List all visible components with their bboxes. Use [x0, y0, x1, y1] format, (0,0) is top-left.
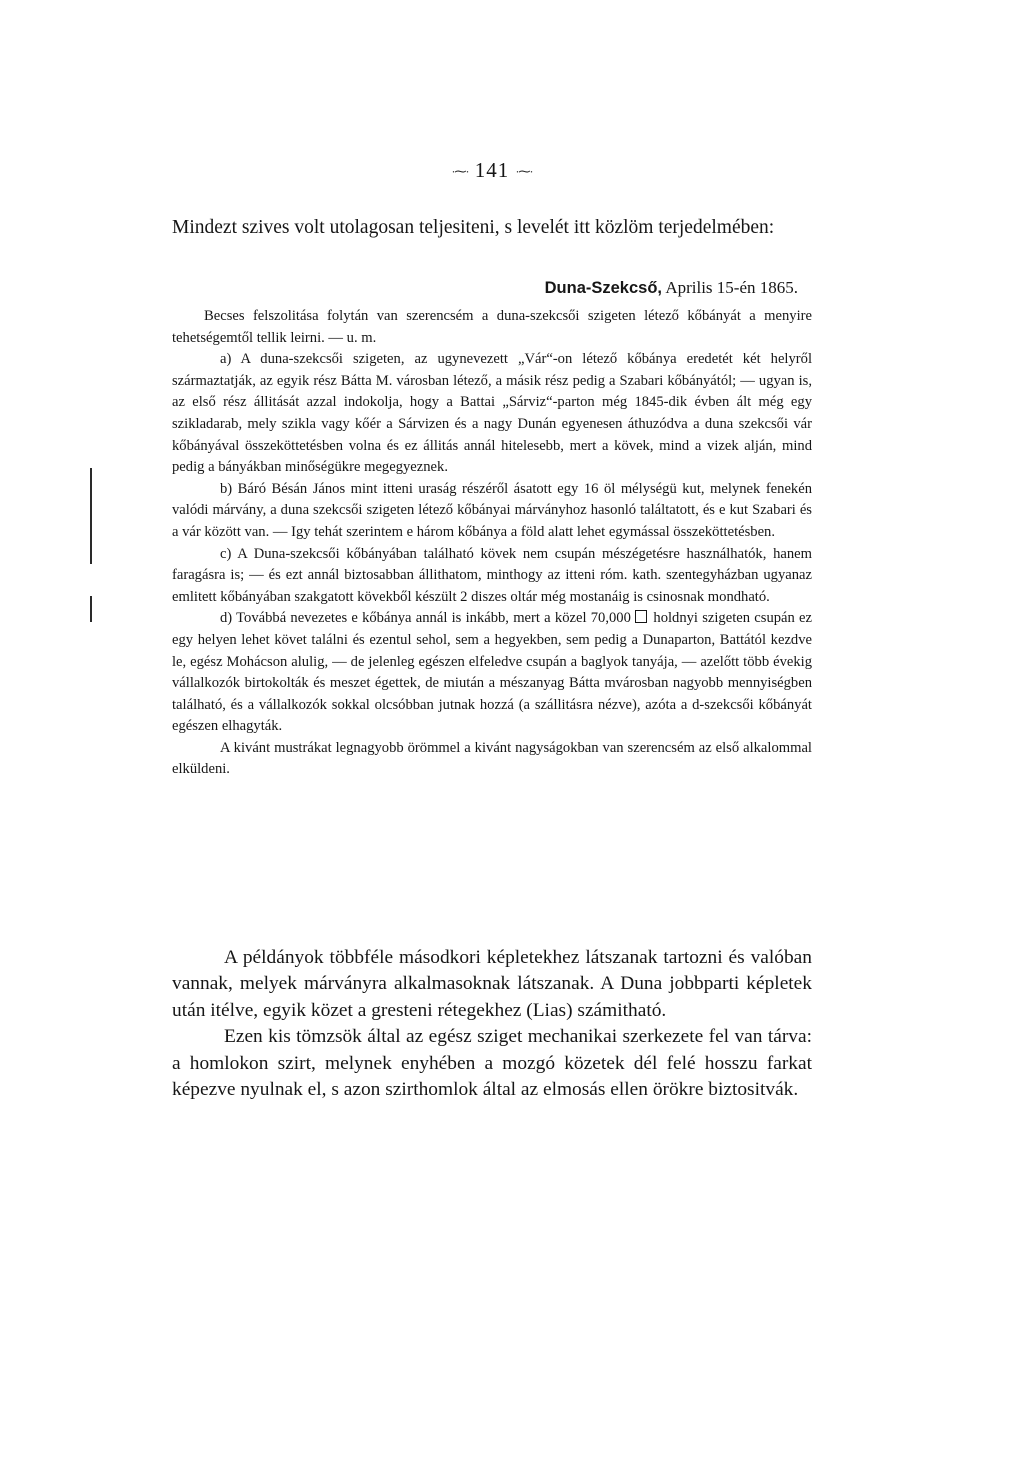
- letter-dateline: [172, 278, 798, 298]
- commentary: [172, 945, 812, 1103]
- margin-mark: [90, 468, 92, 564]
- letter-paragraph-a: a) A duna-szekcsői szigeten, az ugynevezett „Vár“-on létező kőbánya eredetét két helyről származtatják, az egyik rész Bátta M. városban létező, a másik rész pedig a Szabari kőbányától; — ugyan is, az első rész állitását azzal indokolja, hogy a Battai „Sárviz“-parton még 1845-dik évben ált még egy szikladarab, mely szikla vagy kőér a Sárvizen és a nagy Dunán egyenesen áthuzódva a duna szekcsői vár kőbányával összeköttetésben volna és ez állitás annál hitelesebb, mert a kövek, mind a vizek alján, mind pedig a bányákban minőségükre megegyeznek.: [172, 351, 812, 476]
- letter-paragraph-closing: A kivánt mustrákat legnagyobb örömmel a kivánt nagyságokban van szerencsém az első alkalommal elküldeni.: [172, 739, 812, 778]
- intro-paragraph: Mindezt szives volt utolagosan teljesiteni, s levelét itt közlöm terjedelmében:: [172, 217, 775, 238]
- commentary-paragraph: A példányok többféle másodkori képletekhez látszanak tartozni és valóban vannak, melyek márványra alkalmasoknak látszanak. A Duna jobbparti képletek után itélve, egyik közet a gresteni rétegekhez (Lias) számitható.: [172, 947, 812, 1021]
- letter-paragraph-c: c) A Duna-szekcsői kőbányában található kövek nem csupán mészégetésre használhatók, hanem faragásra is; — és ezt annál biztosabban állithatom, minthogy az itteni róm. kath. szentegyházban ugyanaz emlitett kőbányában szakgatott kövekből készült 2 diszes oltár még mostanáig is csinosnak mondható.: [172, 545, 812, 605]
- margin-mark: [90, 596, 92, 622]
- dateline-place: Duna-Szekcső,: [544, 279, 662, 297]
- page-header: [172, 158, 812, 183]
- square-area-symbol: [635, 610, 647, 623]
- paragraph-d-rest: holdnyi szigeten csupán ez egy helyen lehet követ találni és ezentul sehol, sem a hegyekben, sem pedig a Dunaparton, Battától kezdve le, egész Mohácson alulig, — de jelenleg egészen elfeledve csupán a baglyok tanyája, — azelőtt több évekig vállalkozók birtokolták és meszet égettek, de miután a mészanyag Bátta mvárosban nagyobb mennyiségben található, és a vállalkozók sokkal olcsóbban jutnak hozzá (a szállitásra nézve), azóta a d-szekcsői kőbányát egészen elhagyták.: [172, 610, 813, 735]
- ornament-left: ·⁓·: [451, 164, 469, 179]
- letter-paragraph-d: [172, 608, 812, 738]
- dateline-date: Aprilis 15-én 1865.: [665, 278, 798, 297]
- ornament-right: ·⁓·: [515, 164, 533, 179]
- letter-body: [172, 306, 812, 781]
- commentary-paragraph: Ezen kis tömzsök által az egész sziget mechanikai szerkezete fel van tárva: a homlokon szirt, melynek enyhében a mozgó közetek dél felé hosszu farkat képezve nyulnak el, s azon szirthomlok által az elmosás ellen örökre biztositvák.: [172, 1026, 812, 1101]
- paragraph-d-lead: d) Továbbá nevezetes e kőbánya annál is inkább, mert a közel 70,000: [220, 610, 631, 627]
- page-number: 141: [474, 158, 510, 182]
- letter-paragraph: Becses felszolitása folytán van szerencsém a duna-szekcsői szigeten létező kőbányát a menyire tehetségemtől tellik leirni. — u. m.: [172, 308, 812, 346]
- letter-paragraph-b: b) Báró Bésán János mint itteni uraság részéről ásatott egy 16 öl mélységü kut, melynek fenekén valódi márvány, a duna szekcsői szigeten létező kőbányai márványhoz hasonló találtatott, és e kut Szabari és a vár között van. — Igy tehát szerintem e három kőbánya a föld alatt lehet egymással összeköttetésben.: [172, 480, 812, 540]
